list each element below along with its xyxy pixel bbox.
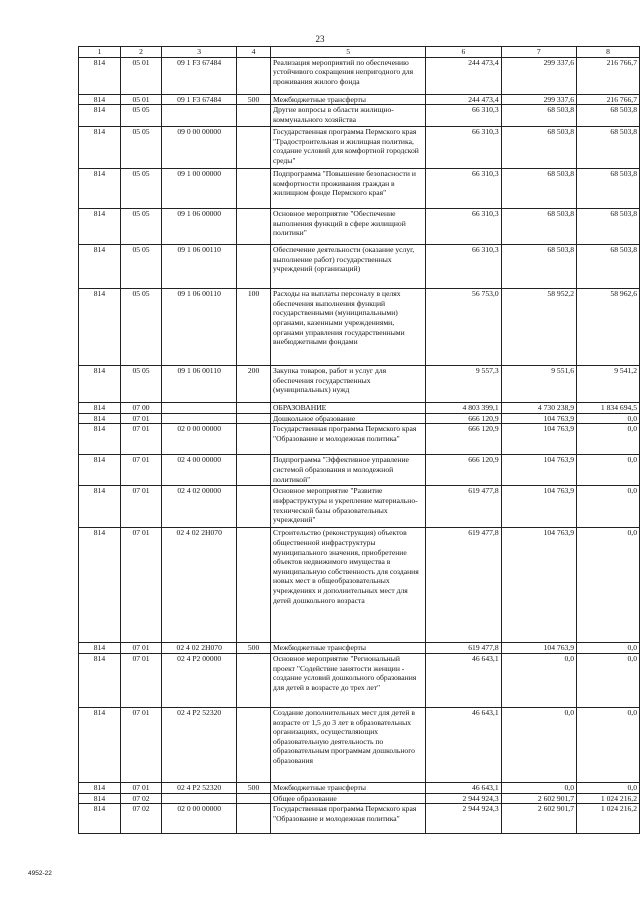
cell-amount-year-1: 66 310,3 — [426, 105, 501, 127]
cell-expense-type — [237, 209, 271, 245]
cell-target-article: 09 1 06 00000 — [162, 209, 237, 245]
cell-admin-code: 814 — [79, 424, 121, 455]
cell-amount-year-1: 9 557,3 — [426, 366, 501, 403]
cell-admin-code: 814 — [79, 57, 121, 94]
cell-amount-year-2: 104 763,9 — [501, 643, 576, 654]
cell-target-article: 09 1 F3 67484 — [162, 94, 237, 105]
cell-expense-type — [237, 105, 271, 127]
cell-name: ОБРАЗОВАНИЕ — [270, 403, 425, 414]
cell-amount-year-1: 46 643,1 — [426, 653, 501, 707]
cell-target-article: 09 1 00 00000 — [162, 169, 237, 209]
cell-name: Обеспечение деятельности (оказание услуг, выполнение работ) государственных учреждений (организаций) — [270, 245, 425, 289]
cell-section: 07 01 — [120, 782, 161, 793]
cell-name: Подпрограмма "Повышение безопасности и комфортности проживания граждан в жилищном фонде Пермского края" — [270, 169, 425, 209]
cell-target-article: 02 4 02 2Н070 — [162, 528, 237, 643]
table-row — [79, 57, 640, 94]
cell-admin-code: 814 — [79, 366, 121, 403]
cell-amount-year-3: 0,0 — [577, 424, 640, 455]
cell-name: Государственная программа Пермского края "Образование и молодежная политика" — [270, 424, 425, 455]
cell-target-article: 09 1 06 00110 — [162, 245, 237, 289]
header-col-2: 2 — [120, 47, 161, 58]
footer-code: 4952-22 — [28, 870, 52, 877]
table-row — [79, 245, 640, 289]
table-row — [79, 127, 640, 169]
cell-amount-year-2: 104 763,9 — [501, 424, 576, 455]
cell-target-article: 02 4 Р2 00000 — [162, 653, 237, 707]
table-row — [79, 455, 640, 486]
cell-name: Создание дополнительных мест для детей в возрасте от 1,5 до 3 лет в образовательных организациях, осуществляющих образовательную деятельность по образовательным программам дошкольного образования — [270, 707, 425, 782]
header-col-6: 6 — [426, 47, 501, 58]
cell-section: 07 01 — [120, 424, 161, 455]
cell-amount-year-3: 68 503,8 — [577, 169, 640, 209]
cell-name: Реализация мероприятий по обеспечению устойчивого сокращения непригодного для проживания жилого фонда — [270, 57, 425, 94]
cell-amount-year-3: 0,0 — [577, 455, 640, 486]
table-row — [79, 793, 640, 804]
table-row — [79, 413, 640, 424]
cell-name: Строительство (реконструкция) объектов общественной инфраструктуры муниципального значения, приобретение объектов недвижимого имущества в муниципальную собственность для создания новых мест в общеобразовательных учреждениях и дополнительных мест для детей дошкольного возраста — [270, 528, 425, 643]
cell-section: 07 01 — [120, 455, 161, 486]
cell-admin-code: 814 — [79, 209, 121, 245]
table-row — [79, 424, 640, 455]
cell-admin-code: 814 — [79, 486, 121, 528]
cell-amount-year-2: 104 763,9 — [501, 413, 576, 424]
cell-admin-code: 814 — [79, 403, 121, 414]
cell-amount-year-3: 1 834 694,5 — [577, 403, 640, 414]
cell-name: Межбюджетные трансферты — [270, 782, 425, 793]
cell-amount-year-2: 68 503,8 — [501, 127, 576, 169]
cell-target-article — [162, 403, 237, 414]
cell-admin-code: 814 — [79, 653, 121, 707]
table-header-row — [79, 47, 640, 58]
table-row — [79, 486, 640, 528]
cell-admin-code: 814 — [79, 127, 121, 169]
cell-amount-year-2: 68 503,8 — [501, 169, 576, 209]
cell-amount-year-3: 1 024 216,2 — [577, 804, 640, 834]
cell-amount-year-2: 0,0 — [501, 782, 576, 793]
cell-section: 07 02 — [120, 793, 161, 804]
page-number: 23 — [315, 34, 325, 44]
cell-amount-year-3: 9 541,2 — [577, 366, 640, 403]
cell-admin-code: 814 — [79, 413, 121, 424]
table-row — [79, 209, 640, 245]
cell-name: Межбюджетные трансферты — [270, 94, 425, 105]
cell-expense-type — [237, 245, 271, 289]
budget-table — [78, 46, 640, 834]
cell-name: Государственная программа Пермского края "Градостроительная и жилищная политика, создание условий для комфортной городской среды" — [270, 127, 425, 169]
cell-section: 05 05 — [120, 366, 161, 403]
cell-target-article: 02 0 00 00000 — [162, 804, 237, 834]
cell-amount-year-3: 1 024 216,2 — [577, 793, 640, 804]
cell-target-article — [162, 413, 237, 424]
cell-amount-year-1: 46 643,1 — [426, 707, 501, 782]
cell-expense-type: 100 — [237, 289, 271, 366]
cell-amount-year-3: 58 962,6 — [577, 289, 640, 366]
cell-amount-year-2: 4 730 238,9 — [501, 403, 576, 414]
cell-admin-code: 814 — [79, 169, 121, 209]
header-col-5: 5 — [270, 47, 425, 58]
table-row — [79, 643, 640, 654]
cell-admin-code: 814 — [79, 643, 121, 654]
table-row — [79, 105, 640, 127]
cell-expense-type: 200 — [237, 366, 271, 403]
table-row — [79, 804, 640, 834]
cell-target-article: 02 4 02 2Н070 — [162, 643, 237, 654]
cell-amount-year-2: 299 337,6 — [501, 57, 576, 94]
cell-amount-year-1: 4 803 399,1 — [426, 403, 501, 414]
cell-expense-type — [237, 486, 271, 528]
cell-amount-year-1: 2 944 924,3 — [426, 793, 501, 804]
cell-target-article: 02 4 00 00000 — [162, 455, 237, 486]
table-row — [79, 782, 640, 793]
cell-amount-year-1: 666 120,9 — [426, 413, 501, 424]
cell-target-article: 09 1 F3 67484 — [162, 57, 237, 94]
cell-expense-type — [237, 528, 271, 643]
cell-section: 07 02 — [120, 804, 161, 834]
cell-amount-year-1: 244 473,4 — [426, 94, 501, 105]
cell-section: 07 01 — [120, 528, 161, 643]
cell-amount-year-3: 216 766,7 — [577, 57, 640, 94]
cell-section: 05 01 — [120, 94, 161, 105]
cell-admin-code: 814 — [79, 804, 121, 834]
cell-section: 07 01 — [120, 486, 161, 528]
cell-target-article — [162, 105, 237, 127]
cell-expense-type — [237, 57, 271, 94]
header-col-7: 7 — [501, 47, 576, 58]
cell-admin-code: 814 — [79, 528, 121, 643]
cell-amount-year-3: 68 503,8 — [577, 245, 640, 289]
header-col-1: 1 — [79, 47, 121, 58]
cell-expense-type — [237, 127, 271, 169]
cell-section: 05 05 — [120, 127, 161, 169]
table-row — [79, 366, 640, 403]
cell-name: Закупка товаров, работ и услуг для обеспечения государственных (муниципальных) нужд — [270, 366, 425, 403]
cell-amount-year-2: 0,0 — [501, 707, 576, 782]
cell-amount-year-2: 2 602 901,7 — [501, 804, 576, 834]
cell-amount-year-1: 619 477,8 — [426, 486, 501, 528]
table-row — [79, 169, 640, 209]
cell-target-article: 09 1 06 00110 — [162, 289, 237, 366]
cell-admin-code: 814 — [79, 245, 121, 289]
cell-amount-year-2: 299 337,6 — [501, 94, 576, 105]
cell-amount-year-3: 0,0 — [577, 653, 640, 707]
cell-target-article: 09 1 06 00110 — [162, 366, 237, 403]
cell-amount-year-2: 58 952,2 — [501, 289, 576, 366]
cell-amount-year-2: 104 763,9 — [501, 528, 576, 643]
cell-expense-type — [237, 424, 271, 455]
table-row — [79, 94, 640, 105]
cell-name: Подпрограмма "Эффективное управление системой образования и молодежной политикой" — [270, 455, 425, 486]
cell-amount-year-1: 666 120,9 — [426, 424, 501, 455]
cell-target-article: 02 4 Р2 52320 — [162, 707, 237, 782]
cell-name: Общее образование — [270, 793, 425, 804]
cell-admin-code: 814 — [79, 793, 121, 804]
cell-admin-code: 814 — [79, 707, 121, 782]
cell-name: Основное мероприятие "Обеспечение выполнения функций в сфере жилищной политики" — [270, 209, 425, 245]
cell-admin-code: 814 — [79, 782, 121, 793]
header-col-4: 4 — [237, 47, 271, 58]
table-row — [79, 289, 640, 366]
cell-section: 07 01 — [120, 413, 161, 424]
cell-amount-year-2: 2 602 901,7 — [501, 793, 576, 804]
cell-amount-year-1: 619 477,8 — [426, 528, 501, 643]
cell-amount-year-1: 56 753,0 — [426, 289, 501, 366]
cell-section: 05 05 — [120, 289, 161, 366]
cell-amount-year-3: 216 766,7 — [577, 94, 640, 105]
cell-amount-year-3: 0,0 — [577, 782, 640, 793]
cell-expense-type: 500 — [237, 782, 271, 793]
cell-amount-year-1: 66 310,3 — [426, 245, 501, 289]
cell-amount-year-1: 66 310,3 — [426, 209, 501, 245]
cell-amount-year-3: 68 503,8 — [577, 127, 640, 169]
cell-amount-year-2: 9 551,6 — [501, 366, 576, 403]
cell-expense-type — [237, 169, 271, 209]
cell-amount-year-1: 666 120,9 — [426, 455, 501, 486]
cell-amount-year-1: 66 310,3 — [426, 127, 501, 169]
cell-amount-year-2: 68 503,8 — [501, 245, 576, 289]
cell-admin-code: 814 — [79, 455, 121, 486]
cell-amount-year-1: 66 310,3 — [426, 169, 501, 209]
cell-target-article: 02 0 00 00000 — [162, 424, 237, 455]
cell-expense-type — [237, 707, 271, 782]
cell-amount-year-2: 68 503,8 — [501, 209, 576, 245]
cell-amount-year-3: 0,0 — [577, 486, 640, 528]
cell-amount-year-1: 619 477,8 — [426, 643, 501, 654]
cell-admin-code: 814 — [79, 94, 121, 105]
header-col-3: 3 — [162, 47, 237, 58]
cell-section: 05 05 — [120, 169, 161, 209]
cell-target-article: 02 4 Р2 52320 — [162, 782, 237, 793]
cell-expense-type — [237, 455, 271, 486]
cell-amount-year-1: 46 643,1 — [426, 782, 501, 793]
cell-expense-type — [237, 793, 271, 804]
cell-amount-year-1: 2 944 924,3 — [426, 804, 501, 834]
cell-target-article — [162, 793, 237, 804]
table-row — [79, 653, 640, 707]
cell-section: 07 01 — [120, 643, 161, 654]
cell-amount-year-3: 0,0 — [577, 528, 640, 643]
cell-section: 05 01 — [120, 57, 161, 94]
cell-target-article: 09 0 00 00000 — [162, 127, 237, 169]
cell-expense-type — [237, 653, 271, 707]
cell-amount-year-2: 104 763,9 — [501, 486, 576, 528]
table-row — [79, 707, 640, 782]
cell-section: 05 05 — [120, 209, 161, 245]
cell-expense-type — [237, 804, 271, 834]
cell-section: 07 01 — [120, 653, 161, 707]
cell-admin-code: 814 — [79, 289, 121, 366]
table-row — [79, 528, 640, 643]
cell-expense-type: 500 — [237, 643, 271, 654]
cell-expense-type — [237, 403, 271, 414]
cell-expense-type: 500 — [237, 94, 271, 105]
cell-expense-type — [237, 413, 271, 424]
cell-section: 07 01 — [120, 707, 161, 782]
cell-amount-year-3: 0,0 — [577, 413, 640, 424]
cell-amount-year-2: 104 763,9 — [501, 455, 576, 486]
cell-amount-year-2: 68 503,8 — [501, 105, 576, 127]
table-row — [79, 403, 640, 414]
cell-name: Основное мероприятие "Региональный проект "Содействие занятости женщин - создание условий дошкольного образования для детей в возрасте до трех лет" — [270, 653, 425, 707]
cell-amount-year-3: 0,0 — [577, 643, 640, 654]
cell-name: Межбюджетные трансферты — [270, 643, 425, 654]
cell-section: 07 00 — [120, 403, 161, 414]
cell-amount-year-3: 68 503,8 — [577, 209, 640, 245]
cell-name: Основное мероприятие "Развитие инфраструктуры и укрепление материально-технической базы образовательных учреждений" — [270, 486, 425, 528]
cell-amount-year-3: 68 503,8 — [577, 105, 640, 127]
cell-name: Государственная программа Пермского края "Образование и молодежная политика" — [270, 804, 425, 834]
cell-section: 05 05 — [120, 105, 161, 127]
cell-name: Другие вопросы в области жилищно-коммунального хозяйства — [270, 105, 425, 127]
cell-amount-year-1: 244 473,4 — [426, 57, 501, 94]
cell-target-article: 02 4 02 00000 — [162, 486, 237, 528]
cell-amount-year-2: 0,0 — [501, 653, 576, 707]
cell-name: Дошкольное образование — [270, 413, 425, 424]
header-col-8: 8 — [577, 47, 640, 58]
cell-amount-year-3: 0,0 — [577, 707, 640, 782]
cell-name: Расходы на выплаты персоналу в целях обеспечения выполнения функций государственными (муниципальными) органами, казенными учреждениями, органами управления государственными внебюджетными фондами — [270, 289, 425, 366]
cell-admin-code: 814 — [79, 105, 121, 127]
cell-section: 05 05 — [120, 245, 161, 289]
